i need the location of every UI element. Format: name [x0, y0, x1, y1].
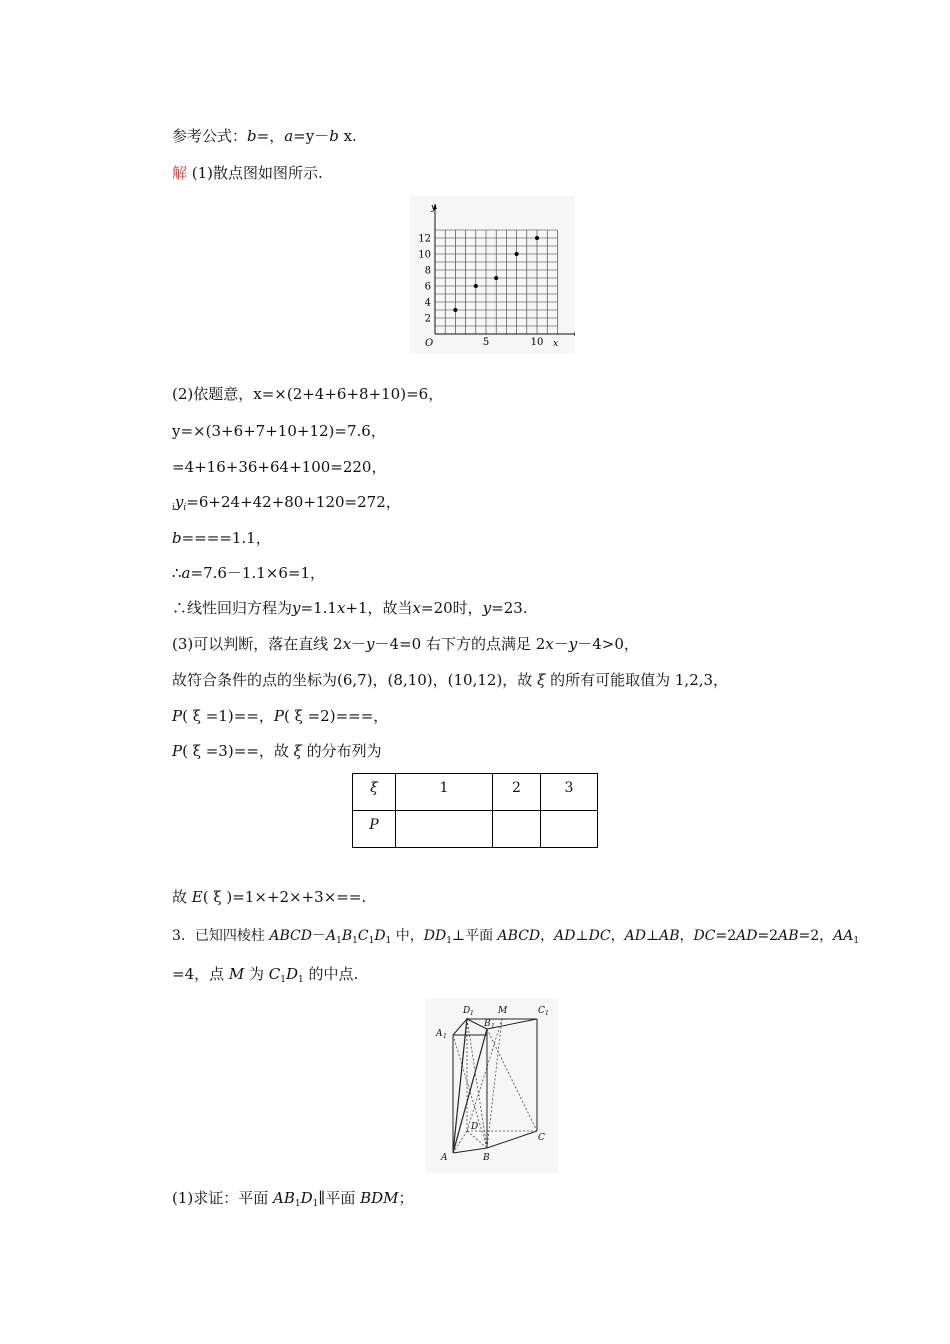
label-d1: D [463, 1006, 471, 1016]
table-cell: 3 [541, 774, 598, 811]
label-d: D [471, 1122, 479, 1132]
prob-3: P( ξ =3)==，故 ξ 的分布列为 [172, 742, 382, 760]
table-row [353, 774, 598, 811]
label-c: C [538, 1133, 545, 1143]
distribution-table [352, 773, 598, 848]
y-tick-label: 2 [424, 313, 431, 325]
x-tick-label: 10 [530, 337, 544, 348]
svg-text:1: 1 [470, 1010, 474, 1017]
regression-equation: ∴线性回归方程为y=1.1x+1，故当x=20时，y=23. [172, 599, 528, 617]
data-point [535, 236, 539, 240]
step3-line: (3)可以判断，落在直线 2x－y－4=0 右下方的点满足 2x－y－4>0， [172, 635, 639, 653]
x-axis-label: x [553, 339, 559, 349]
label-m: M [498, 1006, 508, 1016]
x-arrow [574, 332, 575, 336]
table-cell: 1 [396, 774, 493, 811]
y-tick-label: 10 [418, 249, 431, 261]
y-axis-label: y [431, 203, 437, 213]
data-point [515, 252, 519, 256]
y-tick-label: 8 [424, 265, 431, 277]
label-a1: A [436, 1029, 443, 1039]
step2-mean-x: (2)依题意，x=×(2+4+6+8+10)=6， [172, 385, 444, 403]
label-a: A [441, 1153, 448, 1163]
y-tick-label: 6 [424, 281, 431, 293]
y-tick-label: 4 [424, 297, 431, 309]
label-b1: B [484, 1019, 491, 1029]
label-b: B [483, 1153, 490, 1163]
svg-text:1: 1 [545, 1010, 549, 1017]
table-row [353, 811, 598, 848]
part1-prove: (1)求证：平面 $AB_1D_1\parallel$平面 BDM； [172, 1189, 414, 1209]
y-tick-label: 12 [418, 233, 431, 245]
table-cell: P [353, 811, 396, 848]
table-cell [541, 811, 598, 848]
label-c1: C [538, 1006, 545, 1016]
step2-b: b====1.1， [172, 529, 271, 547]
table-cell [493, 811, 541, 848]
origin-label: O [425, 338, 434, 349]
solution-part1: 解 (1)散点图如图所示. [172, 164, 323, 182]
step2-mean-y: y=×(3+6+7+10+12)=7.6， [172, 422, 386, 440]
problem3-statement-cont: =4，点 M 为 $C_1D_1$ 的中点. [172, 965, 359, 985]
expectation: 故 E( ξ )=1×+2×+3×==. [172, 888, 367, 906]
solution-label: 解 [172, 164, 188, 182]
table-cell [396, 811, 493, 848]
table-cell: 2 [493, 774, 541, 811]
svg-text:1: 1 [491, 1023, 495, 1030]
svg-text:1: 1 [443, 1033, 447, 1040]
data-point [474, 284, 478, 288]
step2-sum-x2: =4+16+36+64+100=220， [172, 458, 387, 476]
prism-figure [425, 998, 558, 1173]
table-cell: ξ [353, 774, 396, 811]
step3-points: 故符合条件的点的坐标为(6,7)，(8,10)，(10,12)，故 ξ 的所有可能取值为 1,2,3， [172, 671, 729, 689]
reference-formula: 参考公式：b=，a=y－b x. [172, 127, 357, 145]
data-point [453, 308, 457, 312]
step2-a: ∴a=7.6－1.1×6=1， [172, 564, 326, 582]
scatter-plot [410, 196, 575, 354]
x-tick-label: 5 [482, 337, 490, 348]
step2-sum-xy: $_iy_i=6+24+42+80+120=272$， [172, 493, 401, 513]
data-point [494, 276, 498, 280]
problem3-statement: 3．已知四棱柱 $ABCD-A_1B_1C_1D_1$ 中，$DD_1\perp$平面 ABCD，AD⊥DC，AD⊥AB，DC=2AD=2AB=2，$AA_1$ [172, 928, 860, 946]
prob-1-2: P( ξ =1)==，P( ξ =2)===， [172, 707, 389, 725]
